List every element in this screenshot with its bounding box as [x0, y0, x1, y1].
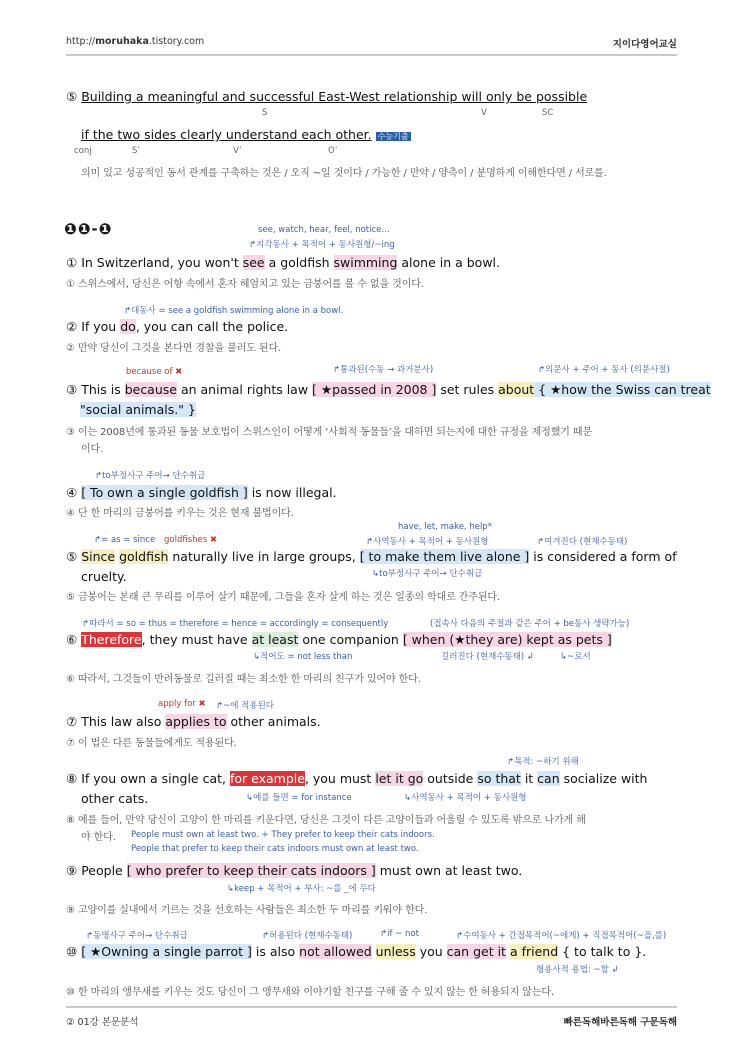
header-divider [66, 54, 677, 56]
s3-note-because-of: because of ✖ [126, 367, 183, 377]
s9-korean: ⑨ 고양이를 실내에서 기르는 것을 선호하는 사람들은 최소한 두 마리를 키워야 한다. [66, 905, 428, 916]
footer-left: ② 01강 본문분석 [66, 1017, 139, 1028]
exam-badge: 수능기출 [377, 132, 409, 141]
s10-note-dative: ↱수여동사 + 간접목적어(~에게) + 직접목적어(~을,를) [456, 931, 667, 941]
s10-note-gerund: ↱동명사구 주어→ 단수취급 [86, 931, 188, 941]
s8-note-let: ↳사역동사 + 목적어 + 동사원형 [404, 793, 527, 803]
s7-korean: ⑦ 이 법은 다른 동물들에게도 적용된다. [66, 738, 237, 749]
s6-note-conj: (접속사 다음의 주절과 같은 주어 + be동사 생략가능) [430, 619, 630, 629]
tag-o2: O’ [328, 146, 338, 156]
footer-right: 빠른독해바른독해 구문독해 [563, 1017, 677, 1028]
s5-top-line1: ⑤ Building a meaningful and successful East-West relationship will only be possible [66, 89, 588, 104]
s10-note-adjectival: 형용사적 용법: ~할 ↲ [536, 965, 619, 975]
s5-note-since: ↱= as = since [94, 535, 156, 545]
s5-note-goldfishes: goldfishes ✖ [164, 535, 218, 545]
tag-conj: conj [74, 146, 92, 156]
s6-sentence: ⑥ Therefore, they must have at least one companion [ when (★they are) kept as pets ] [66, 632, 612, 647]
s8-note-purpose: ↱목적: ~하기 위해 [507, 757, 579, 767]
s10-note-passive: ↱허용된다 (현재수동태) [262, 931, 353, 941]
s2-note: ↱대동사 = see a goldfish swimming alone in a bowl. [124, 306, 344, 316]
s1-korean: ① 스위스에서, 당신은 어항 속에서 혼자 헤엄치고 있는 금붕어를 볼 수 없을 것이다. [66, 279, 424, 290]
s6-note-so: ↱따라서 = so = thus = therefore = hence = accordingly = consequently [82, 619, 389, 629]
s6-note-kept: 길러진다 (현재수동태) ↲ [441, 652, 535, 662]
s5-note-regarded: ↱여겨진다 (현재수동태) [537, 537, 628, 547]
s3-korean-2: 이다. [81, 444, 104, 455]
s3-note-passive: ↱통과된(수동 → 과거분사) [333, 365, 434, 375]
s3-note-wh-clause: ↱의문사 + 주어 + 동사 (의문사절) [538, 365, 670, 375]
s10-sentence: ⑩ [ ★Owning a single parrot ] is also not allowed unless you can get it a friend { to talk to }. [66, 944, 647, 959]
header-title: 지이다영어교실 [612, 39, 677, 50]
page-header [66, 36, 677, 56]
s5-top-line2: if the two sides clearly understand each other. 수능기출 [81, 127, 409, 142]
s6-note-as: ↳~로서 [560, 652, 591, 662]
tag-s2: S’ [132, 146, 141, 156]
s8-note-combine-1: People must own at least two. + They prefer to keep their cats indoors. [131, 830, 435, 840]
tag-v2: V’ [233, 146, 242, 156]
footer-divider [66, 1006, 677, 1008]
s6-note-at-least: ↳적어도 = not less than [253, 652, 353, 662]
s5-korean: ⑤ 금붕어는 본래 큰 무리를 이루어 살기 때문에, 그들을 혼자 살게 하는 것은 일종의 학대로 간주된다. [66, 592, 501, 603]
s8-korean-2: 야 한다. [81, 832, 116, 843]
s4-note: ↱to부정사구 주어→ 단수취급 [95, 471, 206, 481]
s9-sentence: ⑨ People [ who prefer to keep their cats indoors ] must own at least two. [66, 863, 523, 878]
s7-sentence: ⑦ This law also applies to other animals. [66, 714, 321, 729]
s2-sentence: ② If you do, you can call the police. [66, 319, 289, 334]
s5-note-causative: ↱사역동사 + 목적어 + 동사원형 [366, 537, 489, 547]
s7-note: ↱~에 적용된다 [216, 701, 275, 711]
s3-korean-1: ③ 이는 2008년에 통과된 동물 보호법이 스위스인이 어떻게 ‘사회적 동물들’을 대하면 되는지에 대한 규정을 제정했기 때문 [66, 427, 593, 438]
site-url[interactable]: http://moruhaka.tistory.com [66, 36, 205, 47]
s8-note-combine-2: People that prefer to keep their cats indoors must own at least two. [131, 844, 419, 854]
section-heading: ❶❶-❶ [64, 220, 113, 238]
s5-top-korean: 의미 있고 성공적인 동서 관계를 구축하는 것은 / 오직 ~일 것이다 / 가능한 / 만약 / 양측이 / 분명하게 이해한다면 / 서로를. [81, 168, 607, 179]
tag-sc: SC [542, 108, 554, 118]
s1-note-perception: ↱지각동사 + 목적어 + 동사원형/~ing [249, 240, 395, 250]
s5-note-below: ↳to부정사구 주어→ 단수취급 [372, 569, 483, 579]
s8-sentence-line1: ⑧ If you own a single cat, for example, you must let it go outside so that it can socialize with [66, 771, 648, 786]
tag-v: V [481, 108, 487, 118]
s5-sentence-line1: ⑤ Since goldfish naturally live in large groups, [ to make them live alone ] is considered a form of [66, 549, 677, 564]
s5-sentence-line2: cruelty. [81, 569, 127, 584]
s2-korean: ② 만약 당신이 그것을 본다면 경찰을 불러도 된다. [66, 343, 282, 354]
s3-sentence-line1: ③ This is because an animal rights law [ ★passed in 2008 ] set rules about { ★how the Swiss can treat [66, 382, 711, 397]
page-footer [66, 1014, 677, 1030]
s9-note-keep: ↳keep + 목적어 + 부사: ~를 _에 두다 [227, 884, 376, 894]
s5-note-have: have, let, make, help* [398, 522, 492, 532]
s8-note-for-example: ↳예를 들면 = for instance [246, 793, 352, 803]
s3-sentence-line2: "social animals." } [80, 402, 196, 417]
s6-korean: ⑥ 따라서, 그것들이 반려동물로 길러질 때는 최소한 한 마리의 친구가 있어야 한다. [66, 674, 421, 685]
s4-sentence: ④ [ To own a single goldfish ] is now illegal. [66, 485, 337, 500]
s1-sentence: ① In Switzerland, you won't see a goldfish swimming alone in a bowl. [66, 255, 501, 270]
s8-sentence-line2: other cats. [81, 791, 149, 806]
s1-note-verbs: see, watch, hear, feel, notice… [258, 225, 390, 235]
s7-note-apply-for: apply for ✖ [158, 699, 206, 709]
s10-note-unless: ↱if ~ not [380, 929, 419, 939]
s8-korean-1: ⑧ 예를 들어, 만약 당신이 고양이 한 마리를 키운다면, 당신은 그것이 다른 고양이들과 어울릴 수 있도록 밖으로 나가게 해 [66, 815, 586, 826]
s4-korean: ④ 단 한 마리의 금붕어를 키우는 것은 현재 불법이다. [66, 508, 294, 519]
tag-s: S [262, 108, 268, 118]
s10-korean: ⑩ 한 마리의 앵무새를 키우는 것도 당신이 그 앵무새와 이야기할 친구를 구해 줄 수 있지 않는 한 허용되지 않는다. [66, 987, 555, 998]
